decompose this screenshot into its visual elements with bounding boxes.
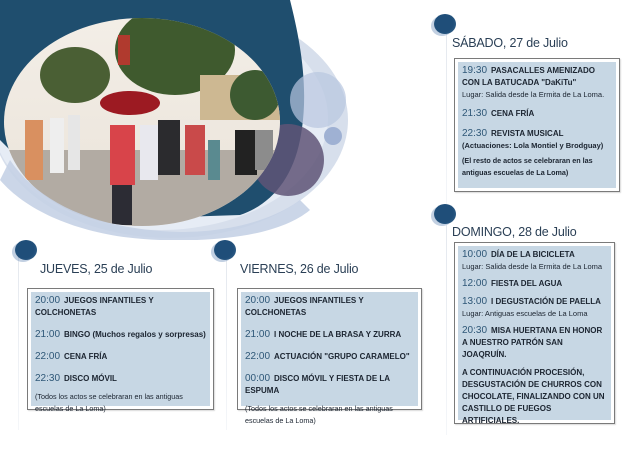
event-label: I NOCHE DE LA BRASA Y ZURRA [274, 330, 402, 339]
schedule-box-domingo [454, 242, 615, 424]
event-time: 22:00 [35, 351, 61, 362]
event-item [462, 128, 612, 151]
event-item [462, 296, 607, 319]
event-time: 22:30 [462, 128, 488, 139]
event-detail: (Actuaciones: Lola Montiel y Brodguay) [462, 141, 604, 150]
event-label: DISCO MÓVIL Y FIESTA DE LA ESPUMA [245, 374, 390, 395]
event-label: I DEGUSTACIÓN DE PAELLA [491, 297, 601, 306]
event-time: 20:00 [245, 295, 271, 306]
event-item [462, 249, 607, 272]
event-label: FIESTA DEL AGUA [491, 279, 563, 288]
event-item [462, 325, 607, 361]
schedule-note: (Todos los actos se celebraran en las antiguas escuelas de La Loma) [35, 392, 183, 413]
divider-line [446, 225, 447, 435]
event-label: CENA FRÍA [64, 352, 108, 361]
event-location: Lugar: Salida desde la Ermita de La Loma [462, 262, 603, 271]
bullet-dot-icon [214, 240, 236, 260]
event-time: 20:30 [462, 325, 488, 336]
event-time: 22:30 [35, 373, 61, 384]
day-title-sabado: SÁBADO, 27 de Julio [452, 36, 568, 50]
event-item [245, 373, 414, 397]
event-item [35, 351, 206, 363]
event-item [35, 373, 206, 385]
photo-frame-graphic [0, 0, 360, 240]
schedule-box-jueves [27, 288, 214, 413]
event-location: Lugar: Salida desde la Ermita de La Loma. [462, 90, 605, 99]
event-time: 10:00 [462, 249, 488, 260]
event-item [462, 278, 607, 290]
event-time: 22:00 [245, 351, 271, 362]
event-label: PASACALLES AMENIZADO CON LA BATUCADA "DaKiTu" [462, 66, 596, 87]
event-label: ACTUACIÓN "GRUPO CARAMELO" [274, 352, 410, 361]
event-time: 21:00 [35, 329, 61, 340]
event-location: Lugar: Antiguas escuelas de La Loma [462, 309, 588, 318]
schedule-box-sabado [454, 58, 620, 192]
event-time: 21:30 [462, 108, 488, 119]
procession-photo [0, 0, 360, 240]
event-label: DISCO MÓVIL [64, 374, 117, 383]
event-time: 13:00 [462, 296, 488, 307]
event-label: MISA HUERTANA EN HONOR A NUESTRO PATRÓN SAN JOAQRUÍN. [462, 326, 603, 359]
event-item [462, 65, 612, 100]
event-item [245, 329, 414, 341]
event-label: REVISTA MUSICAL [491, 129, 564, 138]
schedule-box-viernes [237, 288, 422, 425]
event-label: JUEGOS INFANTILES Y COLCHONETAS [35, 296, 154, 317]
bullet-dot-icon [434, 204, 456, 224]
event-time: 19:30 [462, 65, 488, 76]
event-time: 12:00 [462, 278, 488, 289]
day-title-domingo: DOMINGO, 28 de Julio [452, 225, 577, 239]
divider-line [18, 255, 19, 430]
schedule-note: A CONTINUACIÓN PROCESIÓN, DESGUSTACIÓN DE CHURROS CON CHOCOLATE, FINALIZANDO CON UN CASTILLO DE FUEGOS ARTIFICIALES. [462, 368, 605, 425]
event-time: 20:00 [35, 295, 61, 306]
schedule-note: (El resto de actos se celebraran en las antiguas escuelas de La Loma) [462, 156, 593, 177]
event-item [245, 351, 414, 363]
event-item [35, 329, 206, 341]
event-label: CENA FRÍA [491, 109, 535, 118]
bullet-dot-icon [434, 14, 456, 34]
divider-line [226, 255, 227, 430]
schedule-note: (Todos los actos se celebraran en las antiguas escuelas de La Loma) [245, 404, 393, 425]
day-title-viernes: VIERNES, 26 de Julio [240, 262, 359, 276]
event-item [35, 295, 206, 319]
event-label: BINGO (Muchos regalos y sorpresas) [64, 330, 206, 339]
day-title-jueves: JUEVES, 25 de Julio [40, 262, 153, 276]
event-item [245, 295, 414, 319]
event-time: 21:00 [245, 329, 271, 340]
event-time: 00:00 [245, 373, 271, 384]
bullet-dot-icon [15, 240, 37, 260]
divider-line [446, 30, 447, 210]
event-item [462, 108, 612, 120]
event-label: JUEGOS INFANTILES Y COLCHONETAS [245, 296, 364, 317]
event-label: DÍA DE LA BICICLETA [491, 250, 575, 259]
